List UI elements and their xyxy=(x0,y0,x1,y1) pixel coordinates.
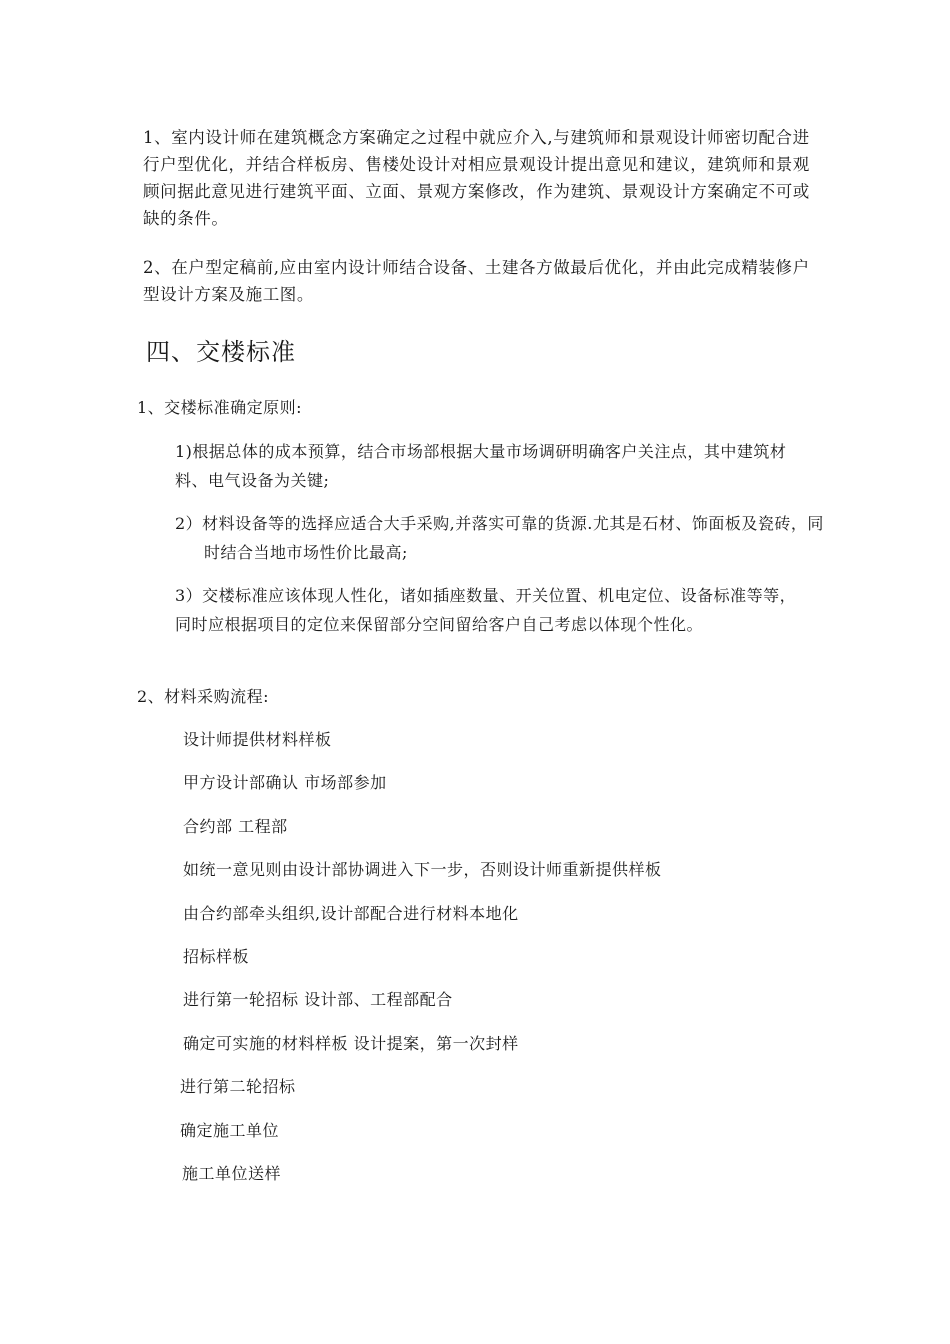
procurement-step: 进行第一轮招标 设计部、工程部配合 xyxy=(183,990,453,1009)
procurement-step: 甲方设计部确认 市场部参加 xyxy=(183,773,387,792)
procurement-step: 合约部 工程部 xyxy=(183,817,288,836)
principle-2: 2）材料设备等的选择应适合大手采购,并落实可靠的货源.尤其是石材、饰面板及瓷砖，同时结合当地市场性价比最高; xyxy=(175,514,824,562)
procurement-step: 确定施工单位 xyxy=(180,1121,280,1140)
procurement-step: 由合约部牵头组织,设计部配合进行材料本地化 xyxy=(183,904,519,923)
procurement-step: 进行第二轮招标 xyxy=(180,1077,296,1096)
item-material-procurement-label: 2、材料采购流程: xyxy=(137,687,270,706)
procurement-step: 设计师提供材料样板 xyxy=(183,730,332,749)
procurement-step: 施工单位送样 xyxy=(182,1164,282,1183)
item-handover-principles-label: 1、交楼标准确定原则: xyxy=(137,398,303,417)
section-heading-handover-standard: 四、交楼标准 xyxy=(146,338,296,366)
principle-1: 1)根据总体的成本预算，结合市场部根据大量市场调研明确客户关注点，其中建筑材料、电气设备为关键; xyxy=(175,442,787,490)
paragraph-architect-involvement: 1、室内设计师在建筑概念方案确定之过程中就应介入,与建筑师和景观设计师密切配合进行户型优化，并结合样板房、售楼处设计对相应景观设计提出意见和建议，建筑师和景观顾问据此意见进行建筑平面、立面、景观方案修改，作为建筑、景观设计方案确定不可或缺的条件。 xyxy=(143,128,810,228)
procurement-step: 如统一意见则由设计部协调进入下一步，否则设计师重新提供样板 xyxy=(183,860,662,879)
procurement-step: 确定可实施的材料样板 设计提案，第一次封样 xyxy=(183,1034,519,1053)
procurement-step: 招标样板 xyxy=(183,947,250,966)
principle-3: 3）交楼标准应该体现人性化，诸如插座数量、开关位置、机电定位、设备标准等等，同时应根据项目的定位来保留部分空间留给客户自己考虑以体现个性化。 xyxy=(175,586,797,634)
paragraph-floorplan-finalization: 2、在户型定稿前,应由室内设计师结合设备、土建各方做最后优化，并由此完成精装修户型设计方案及施工图。 xyxy=(143,258,810,304)
